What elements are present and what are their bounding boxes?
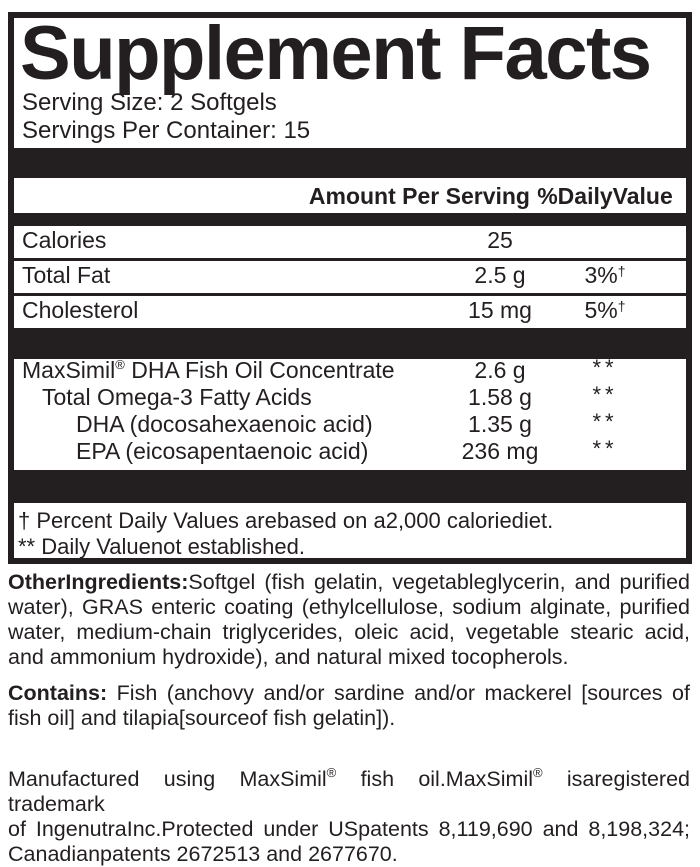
nutrient-daily-value: [592, 411, 617, 438]
nutrient-row-total-fat: [14, 261, 686, 293]
divider-bar-thick-bottom: [14, 470, 686, 503]
divider-bar-thick-middle: [14, 328, 686, 359]
trademark-paragraph: [8, 760, 690, 867]
nutrient-amount: 25: [487, 227, 513, 253]
divider-bar-medium: [14, 213, 686, 226]
nutrient-daily-value: [592, 384, 617, 411]
nutrient-row-cholesterol: [14, 296, 686, 328]
amount-per-serving-header: Amount Per Serving: [308, 183, 530, 209]
nutrient-row-calories: [14, 226, 686, 258]
footnotes: [18, 508, 686, 560]
daily-value-header: %DailyValue: [537, 183, 673, 209]
paragraph-line: of IngenutraInc.Protected under USpatents 8,119,690 and 8,198,324;: [8, 817, 690, 841]
footnote-not-established: ** Daily Valuenot established.: [18, 534, 305, 559]
other-ingredients-paragraph: [8, 570, 690, 670]
nutrient-row-epa: [14, 436, 686, 467]
asterisk-mark: **: [592, 436, 618, 461]
dagger-mark: †: [617, 263, 626, 279]
asterisk-mark: **: [592, 355, 618, 380]
panel-title: Supplement Facts: [20, 11, 651, 96]
label-paragraphs: [8, 570, 690, 867]
nutrient-row-omega3: [14, 382, 686, 413]
paragraph-line: Canadianpatents 2672513 and 2677670.: [8, 842, 398, 866]
paragraph-line: Manufactured using MaxSimil® fish oil.MaxSimil® isaregistered trademark: [8, 765, 690, 816]
nutrient-name: Calories: [22, 227, 107, 253]
column-header-row: [14, 178, 686, 213]
paragraph-line: OtherIngredients:Softgel (fish gelatin, vegetableglycerin, and purified: [8, 570, 690, 594]
dagger-mark: †: [617, 298, 626, 314]
registered-trademark-icon: ®: [115, 357, 125, 372]
registered-trademark-icon: ®: [533, 765, 543, 780]
nutrient-amount: 2.6 g: [474, 357, 526, 383]
other-ingredients-label: OtherIngredients:: [8, 570, 189, 594]
contains-label: Contains:: [8, 681, 108, 705]
nutrient-daily-value: 5%†: [584, 297, 626, 323]
servings-per-container: Servings Per Container: 15: [22, 117, 311, 144]
nutrient-row-dha: [14, 409, 686, 440]
nutrient-name: Cholesterol: [22, 297, 139, 323]
divider-bar-thick-top: [14, 148, 686, 178]
registered-trademark-icon: ®: [326, 765, 337, 780]
nutrient-name: MaxSimil® DHA Fish Oil Concentrate: [22, 357, 395, 383]
nutrient-amount: 1.58 g: [468, 384, 532, 410]
contains-paragraph: [8, 681, 690, 731]
nutrient-row-fish-oil-concentrate: [14, 355, 686, 386]
nutrient-amount: 1.35 g: [468, 411, 532, 437]
paragraph-line: and ammonium hydroxide), and natural mixed tocopherols.: [8, 645, 569, 669]
paragraph-line: Contains: Fish (anchovy and/or sardine and/or mackerel [sources of: [8, 681, 690, 705]
nutrient-name: DHA (docosahexaenoic acid): [76, 411, 373, 437]
paragraph-line: water, medium-chain triglycerides, oleic acid, vegetable stearic acid,: [8, 620, 690, 644]
nutrient-amount: 2.5 g: [474, 262, 526, 288]
nutrient-daily-value: 3%†: [584, 262, 626, 288]
nutrient-name: Total Omega-3 Fatty Acids: [42, 384, 312, 410]
nutrient-name: Total Fat: [22, 262, 111, 288]
nutrient-amount: 236 mg: [461, 438, 539, 464]
nutrient-amount: 15 mg: [468, 297, 532, 323]
asterisk-mark: **: [592, 382, 618, 407]
nutrient-daily-value: [592, 438, 617, 465]
serving-size: Serving Size: 2 Softgels: [22, 89, 277, 116]
footnote-daily-value: † Percent Daily Values arebased on a2,000 caloriediet.: [18, 508, 554, 533]
nutrient-daily-value: [592, 357, 617, 384]
asterisk-mark: **: [592, 409, 618, 434]
paragraph-line: fish oil] and tilapia[sourceof fish gelatin]).: [8, 706, 396, 730]
paragraph-line: water), GRAS enteric coating (ethylcellulose, sodium alginate, purified: [8, 595, 690, 619]
nutrient-name: EPA (eicosapentaenoic acid): [76, 438, 369, 464]
supplement-facts-panel: [8, 12, 692, 564]
